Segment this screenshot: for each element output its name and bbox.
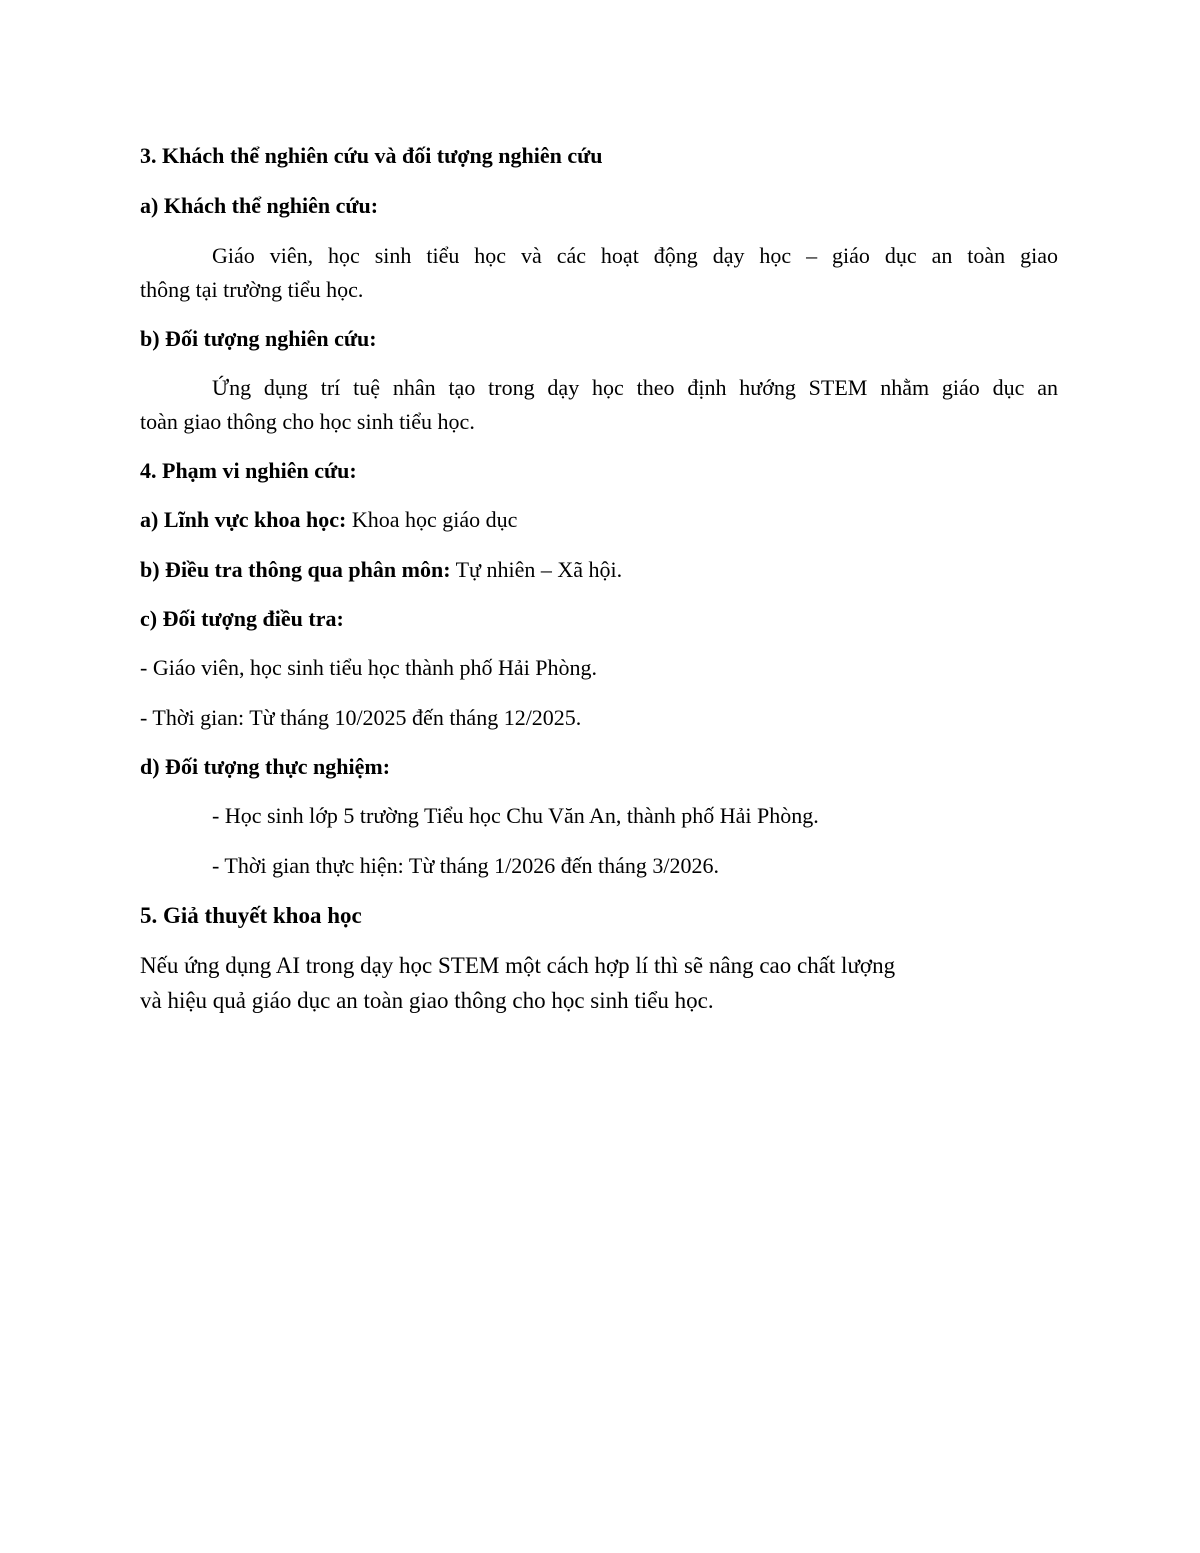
section-4a-label: a) Lĩnh vực khoa học: (140, 507, 347, 532)
section-3a-text-line-2: thông tại trường tiểu học. (140, 277, 364, 302)
section-5-text-line-2: và hiệu quả giáo dục an toàn giao thông cho học sinh tiểu học. (140, 988, 714, 1013)
section-5-heading: 5. Giả thuyết khoa học (140, 903, 362, 928)
section-3a-heading: a) Khách thể nghiên cứu: (140, 193, 379, 218)
section-4c-heading: c) Đối tượng điều tra: (140, 606, 344, 631)
section-4d-item-1: - Học sinh lớp 5 trường Tiểu học Chu Văn An, thành phố Hải Phòng. (212, 803, 819, 828)
section-4b-label: b) Điều tra thông qua phân môn: (140, 557, 451, 582)
section-4a-line (140, 503, 1060, 537)
section-5-text-line-1: Nếu ứng dụng AI trong dạy học STEM một cách hợp lí thì sẽ nâng cao chất lượng (140, 953, 896, 978)
section-4c-item-2: - Thời gian: Từ tháng 10/2025 đến tháng 12/2025. (140, 705, 582, 730)
section-3a-text-line-1: Giáo viên, học sinh tiểu học và các hoạt động dạy học – giáo dục an toàn giao (212, 243, 1058, 268)
section-4a-value: Khoa học giáo dục (346, 507, 518, 532)
section-4b-value: Tự nhiên – Xã hội. (450, 557, 623, 582)
section-3b-heading: b) Đối tượng nghiên cứu: (140, 326, 377, 351)
section-4c-item-1: - Giáo viên, học sinh tiểu học thành phố Hải Phòng. (140, 655, 598, 680)
section-4d-item-2: - Thời gian thực hiện: Từ tháng 1/2026 đến tháng 3/2026. (212, 853, 719, 878)
section-4-heading: 4. Phạm vi nghiên cứu: (140, 458, 357, 483)
section-3b-text-line-1: Ứng dụng trí tuệ nhân tạo trong dạy học theo định hướng STEM nhằm giáo dục an (212, 375, 1058, 400)
section-3b-text-line-2: toàn giao thông cho học sinh tiểu học. (140, 409, 475, 434)
section-3-heading: 3. Khách thể nghiên cứu và đối tượng nghiên cứu (140, 143, 603, 168)
section-4d-heading: d) Đối tượng thực nghiệm: (140, 754, 391, 779)
section-4b-line (140, 553, 1060, 587)
